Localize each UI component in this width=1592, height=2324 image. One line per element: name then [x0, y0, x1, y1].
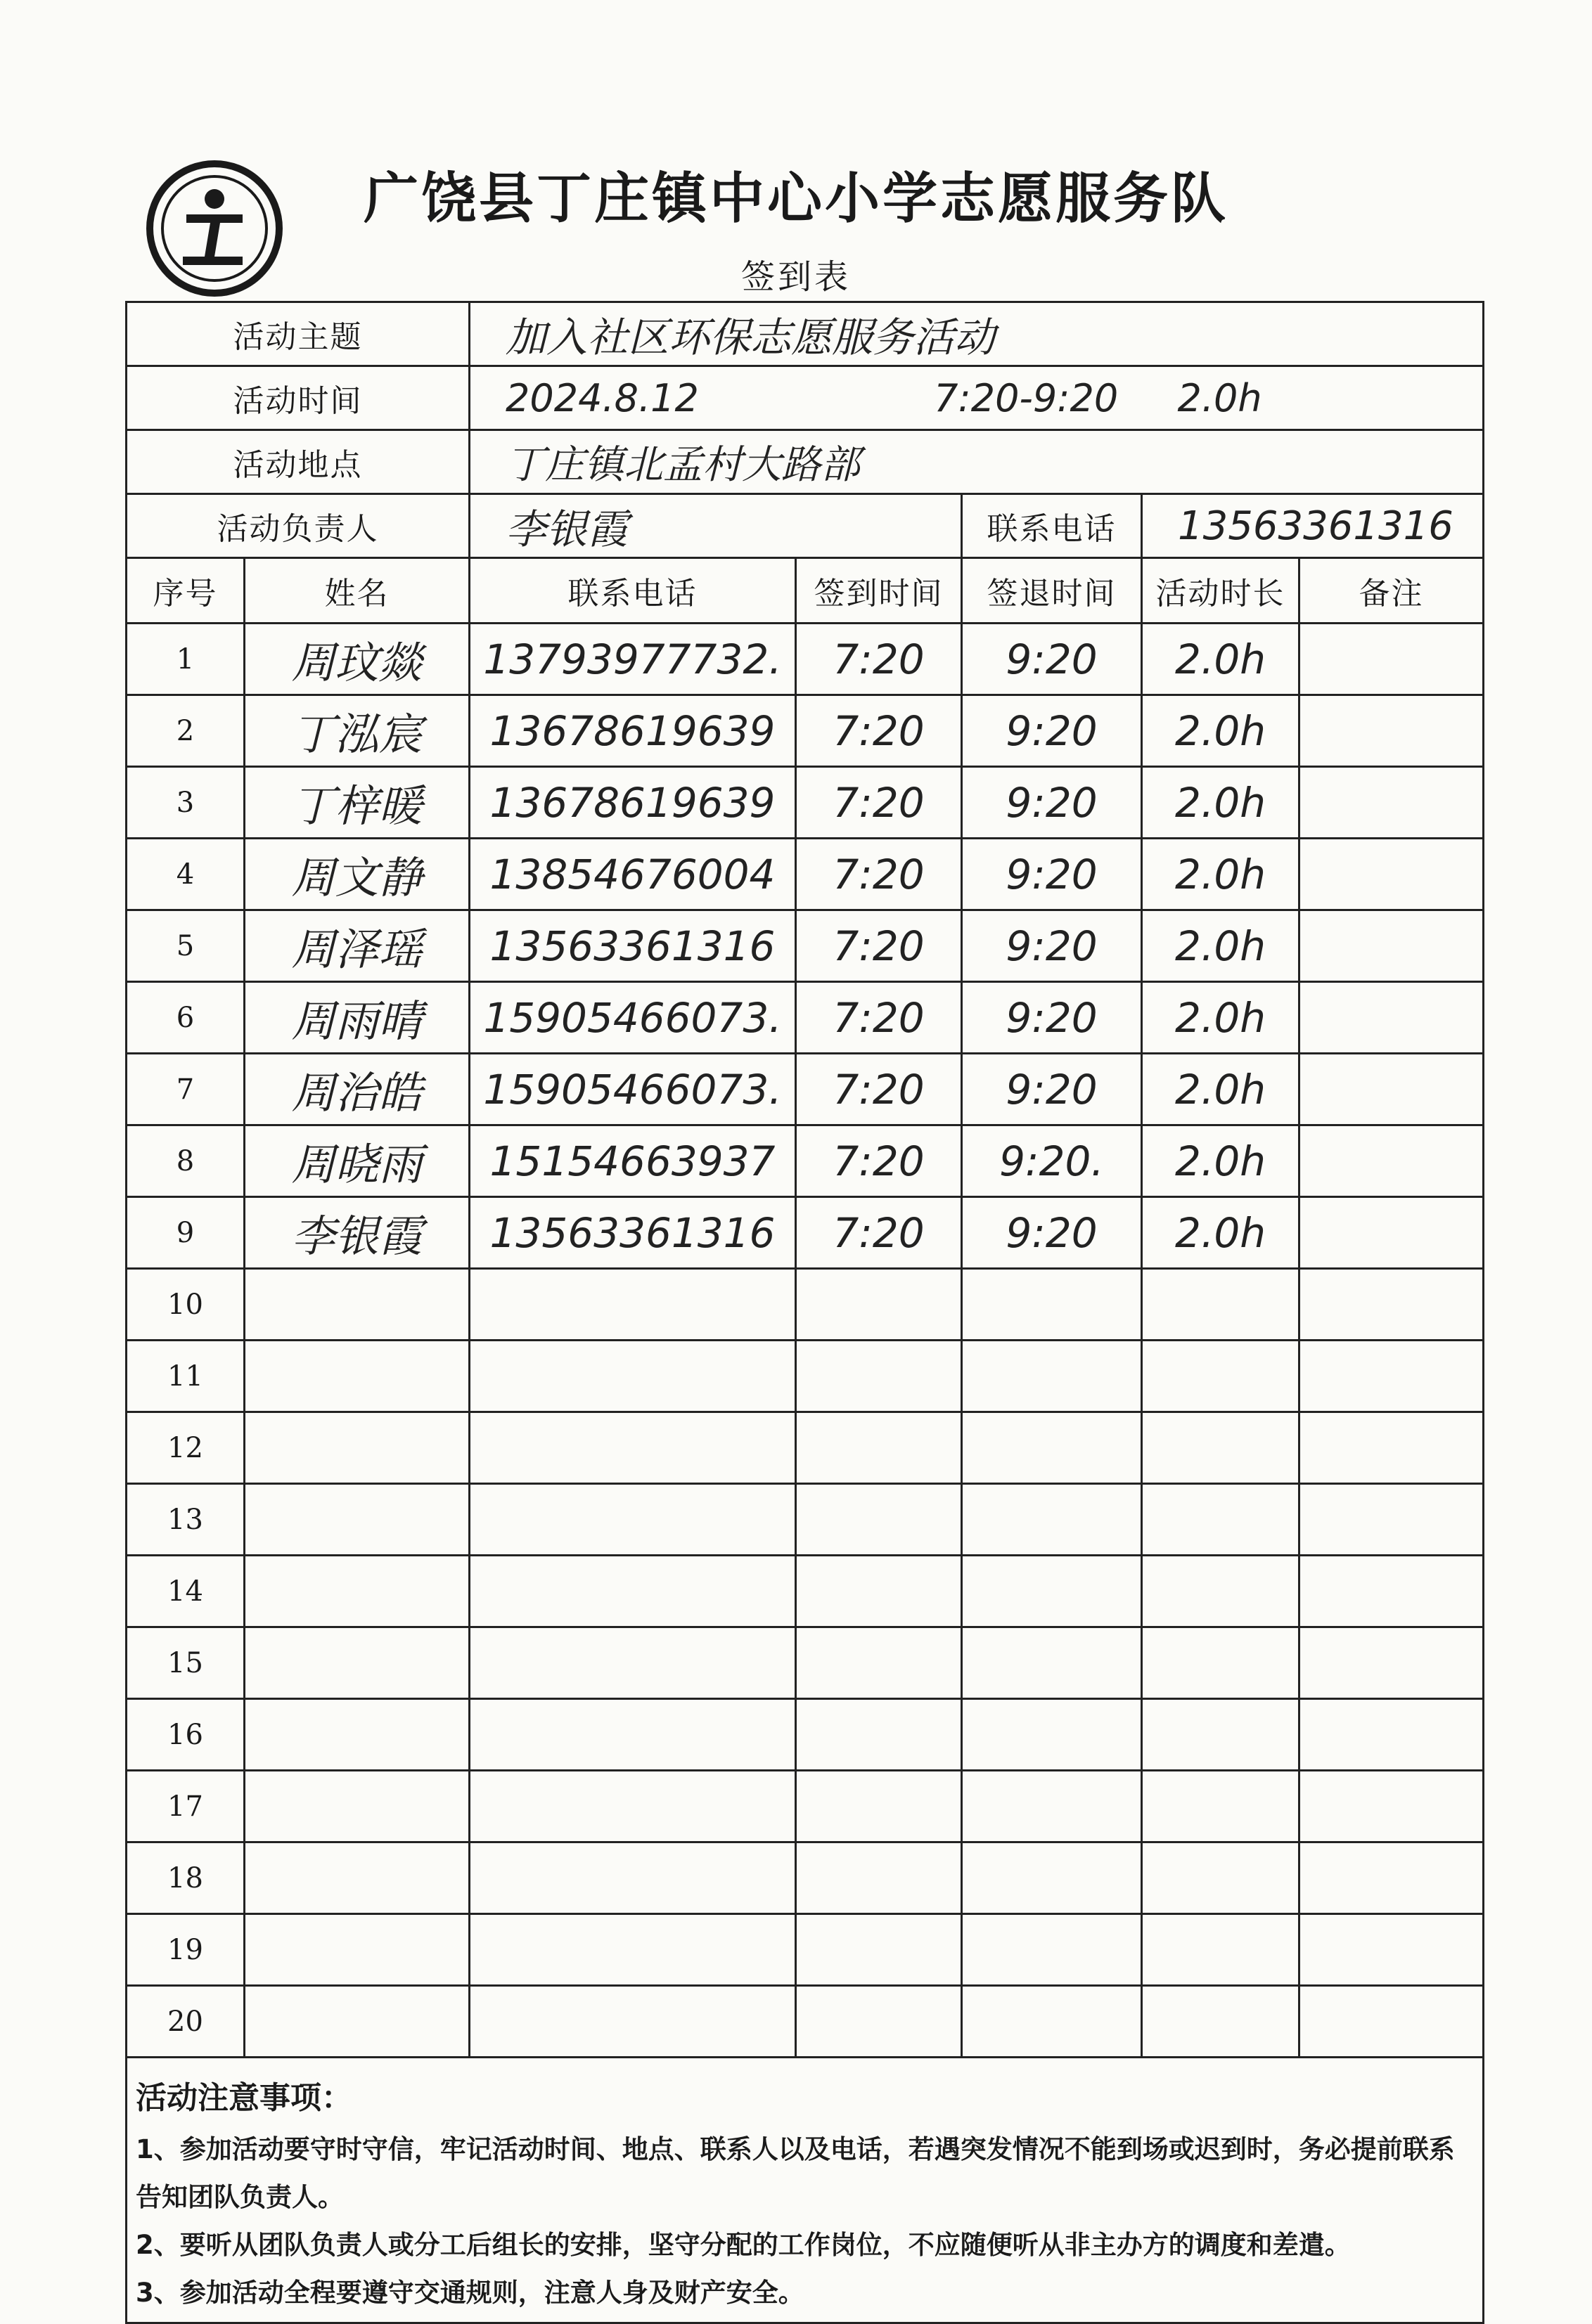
col-header-name: 姓名 [245, 558, 470, 624]
row-remark [1299, 624, 1484, 695]
row-phone: 15905466073. [470, 982, 796, 1054]
leader-label: 活动负责人 [127, 494, 470, 558]
phone-label: 联系电话 [962, 494, 1142, 558]
row-signin-time [796, 1986, 962, 2058]
row-remark [1299, 1986, 1484, 2058]
table-row [127, 695, 1484, 767]
row-remark [1299, 1627, 1484, 1699]
row-signin-time: 7:20 [796, 767, 962, 839]
row-signin-time: 7:20 [796, 910, 962, 982]
table-row [127, 1914, 1484, 1986]
row-number: 4 [127, 839, 245, 910]
row-duration [1142, 1699, 1299, 1771]
row-name [245, 1627, 470, 1699]
col-header-duration: 活动时长 [1142, 558, 1299, 624]
row-number: 18 [127, 1842, 245, 1914]
row-number: 2 [127, 695, 245, 767]
row-signin-time: 7:20 [796, 1125, 962, 1197]
row-number: 6 [127, 982, 245, 1054]
row-phone: 13793977732. [470, 624, 796, 695]
row-remark [1299, 1412, 1484, 1484]
row-signin-time [796, 1627, 962, 1699]
row-remark [1299, 910, 1484, 982]
row-phone [470, 1269, 796, 1341]
row-phone: 15154663937 [470, 1125, 796, 1197]
time-range: 7:20-9:20 [934, 375, 1119, 420]
row-signin-time [796, 1556, 962, 1627]
row-remark [1299, 1771, 1484, 1842]
row-phone: 13854676004 [470, 839, 796, 910]
row-number: 9 [127, 1197, 245, 1269]
table-row [127, 1125, 1484, 1197]
row-signin-time: 7:20 [796, 982, 962, 1054]
row-phone: 13563361316 [470, 910, 796, 982]
row-number: 10 [127, 1269, 245, 1341]
table-row [127, 1054, 1484, 1125]
row-signout-time: 9:20 [962, 982, 1142, 1054]
row-signin-time [796, 1699, 962, 1771]
table-row [127, 1771, 1484, 1842]
theme-value: 加入社区环保志愿服务活动 [470, 302, 1484, 366]
row-number: 12 [127, 1412, 245, 1484]
row-phone [470, 1412, 796, 1484]
row-number: 15 [127, 1627, 245, 1699]
row-name: 周雨晴 [245, 982, 470, 1054]
table-row [127, 1556, 1484, 1627]
row-number: 7 [127, 1054, 245, 1125]
row-remark [1299, 1484, 1484, 1556]
row-signin-time: 7:20 [796, 624, 962, 695]
row-number: 19 [127, 1914, 245, 1986]
row-remark [1299, 695, 1484, 767]
signin-table [125, 301, 1484, 2324]
row-duration [1142, 1842, 1299, 1914]
row-signout-time [962, 1986, 1142, 2058]
row-number: 5 [127, 910, 245, 982]
table-row [127, 1699, 1484, 1771]
row-phone [470, 1556, 796, 1627]
leader-value: 李银霞 [470, 494, 962, 558]
row-signout-time: 9:20 [962, 695, 1142, 767]
table-row [127, 1627, 1484, 1699]
row-name [245, 1842, 470, 1914]
row-remark [1299, 1197, 1484, 1269]
row-name [245, 1556, 470, 1627]
row-phone [470, 1986, 796, 2058]
row-signout-time [962, 1699, 1142, 1771]
row-signout-time: 9:20 [962, 624, 1142, 695]
row-duration: 2.0h [1142, 982, 1299, 1054]
row-name: 周文静 [245, 839, 470, 910]
row-remark [1299, 1269, 1484, 1341]
row-name [245, 1484, 470, 1556]
row-phone [470, 1842, 796, 1914]
row-signin-time: 7:20 [796, 1054, 962, 1125]
row-signin-time [796, 1484, 962, 1556]
row-phone [470, 1341, 796, 1412]
column-header-row [127, 558, 1484, 624]
row-phone: 13563361316 [470, 1197, 796, 1269]
row-name [245, 1986, 470, 2058]
row-duration: 2.0h [1142, 624, 1299, 695]
row-signout-time: 9:20. [962, 1125, 1142, 1197]
row-duration: 2.0h [1142, 1125, 1299, 1197]
table-row [127, 1986, 1484, 2058]
row-duration [1142, 1341, 1299, 1412]
row-signin-time [796, 1771, 962, 1842]
table-row [127, 1269, 1484, 1341]
note-item: 2、要听从团队负责人或分工后组长的安排，坚守分配的工作岗位，不应随便听从非主办方的调度和差遣。 [136, 2230, 1351, 2260]
row-remark [1299, 1699, 1484, 1771]
row-name: 丁泓宸 [245, 695, 470, 767]
table-row [127, 1484, 1484, 1556]
row-signout-time [962, 1269, 1142, 1341]
time-label: 活动时间 [127, 366, 470, 430]
row-duration [1142, 1269, 1299, 1341]
row-phone [470, 1914, 796, 1986]
row-duration: 2.0h [1142, 767, 1299, 839]
row-remark [1299, 1125, 1484, 1197]
row-duration: 2.0h [1142, 910, 1299, 982]
theme-label: 活动主题 [127, 302, 470, 366]
row-signout-time [962, 1842, 1142, 1914]
row-phone [470, 1484, 796, 1556]
row-signin-time [796, 1412, 962, 1484]
row-duration [1142, 1986, 1299, 2058]
row-remark [1299, 839, 1484, 910]
row-number: 1 [127, 624, 245, 695]
row-signout-time [962, 1914, 1142, 1986]
row-phone: 15905466073. [470, 1054, 796, 1125]
row-name: 周晓雨 [245, 1125, 470, 1197]
row-signout-time [962, 1484, 1142, 1556]
row-phone [470, 1627, 796, 1699]
row-remark [1299, 1842, 1484, 1914]
place-label: 活动地点 [127, 430, 470, 494]
note-item: 1、参加活动要守时守信，牢记活动时间、地点、联系人以及电话，若遇突发情况不能到场或迟到时，务必提前联系告知团队负责人。 [136, 2134, 1455, 2212]
notes-section [127, 2058, 1484, 2323]
row-number: 11 [127, 1341, 245, 1412]
row-name: 周泽瑶 [245, 910, 470, 982]
row-signin-time: 7:20 [796, 839, 962, 910]
row-signin-time: 7:20 [796, 695, 962, 767]
row-number: 8 [127, 1125, 245, 1197]
row-number: 20 [127, 1986, 245, 2058]
row-name [245, 1771, 470, 1842]
row-signout-time [962, 1627, 1142, 1699]
row-name [245, 1412, 470, 1484]
col-header-phone: 联系电话 [470, 558, 796, 624]
row-number: 16 [127, 1699, 245, 1771]
row-duration [1142, 1914, 1299, 1986]
row-signout-time [962, 1412, 1142, 1484]
row-remark [1299, 1341, 1484, 1412]
row-remark [1299, 1914, 1484, 1986]
row-name [245, 1269, 470, 1341]
table-row [127, 839, 1484, 910]
row-signout-time: 9:20 [962, 1054, 1142, 1125]
row-number: 14 [127, 1556, 245, 1627]
col-header-signin: 签到时间 [796, 558, 962, 624]
row-duration: 2.0h [1142, 1054, 1299, 1125]
row-signout-time: 9:20 [962, 839, 1142, 910]
row-signin-time [796, 1341, 962, 1412]
col-header-remark: 备注 [1299, 558, 1484, 624]
row-signin-time: 7:20 [796, 1197, 962, 1269]
table-row [127, 1197, 1484, 1269]
page-title: 广饶县丁庄镇中心小学志愿服务队 [363, 167, 1228, 231]
row-signin-time [796, 1269, 962, 1341]
row-signout-time [962, 1556, 1142, 1627]
table-row [127, 624, 1484, 695]
table-row [127, 1842, 1484, 1914]
row-duration [1142, 1412, 1299, 1484]
row-signout-time: 9:20 [962, 1197, 1142, 1269]
row-remark [1299, 1054, 1484, 1125]
table-row [127, 1412, 1484, 1484]
row-phone [470, 1771, 796, 1842]
row-remark [1299, 767, 1484, 839]
row-name [245, 1914, 470, 1986]
row-remark [1299, 1556, 1484, 1627]
row-duration [1142, 1556, 1299, 1627]
row-name: 丁梓暖 [245, 767, 470, 839]
note-item: 3、参加活动全程要遵守交通规则，注意人身及财产安全。 [136, 2278, 804, 2308]
row-signout-time: 9:20 [962, 767, 1142, 839]
row-duration: 2.0h [1142, 695, 1299, 767]
table-row [127, 767, 1484, 839]
row-remark [1299, 982, 1484, 1054]
time-duration: 2.0h [1177, 375, 1262, 420]
row-phone: 13678619639 [470, 695, 796, 767]
page-subtitle: 签到表 [740, 257, 851, 297]
row-name [245, 1699, 470, 1771]
table-row [127, 910, 1484, 982]
col-header-signout: 签退时间 [962, 558, 1142, 624]
table-row [127, 1341, 1484, 1412]
row-signout-time [962, 1771, 1142, 1842]
phone-value: 13563361316 [1142, 494, 1484, 558]
time-date: 2024.8.12 [506, 375, 699, 420]
row-phone [470, 1699, 796, 1771]
row-signin-time [796, 1842, 962, 1914]
row-signout-time: 9:20 [962, 910, 1142, 982]
table-row [127, 982, 1484, 1054]
row-phone: 13678619639 [470, 767, 796, 839]
row-signout-time [962, 1341, 1142, 1412]
row-duration [1142, 1627, 1299, 1699]
row-duration: 2.0h [1142, 839, 1299, 910]
place-value: 丁庄镇北孟村大路部 [470, 430, 1484, 494]
row-name: 李银霞 [245, 1197, 470, 1269]
row-name: 周治皓 [245, 1054, 470, 1125]
row-signin-time [796, 1914, 962, 1986]
row-duration: 2.0h [1142, 1197, 1299, 1269]
row-name [245, 1341, 470, 1412]
row-number: 3 [127, 767, 245, 839]
row-number: 13 [127, 1484, 245, 1556]
row-duration [1142, 1771, 1299, 1842]
row-duration [1142, 1484, 1299, 1556]
notes-title: 活动注意事项： [136, 2080, 352, 2116]
row-name: 周玟燚 [245, 624, 470, 695]
row-number: 17 [127, 1771, 245, 1842]
col-header-no: 序号 [127, 558, 245, 624]
